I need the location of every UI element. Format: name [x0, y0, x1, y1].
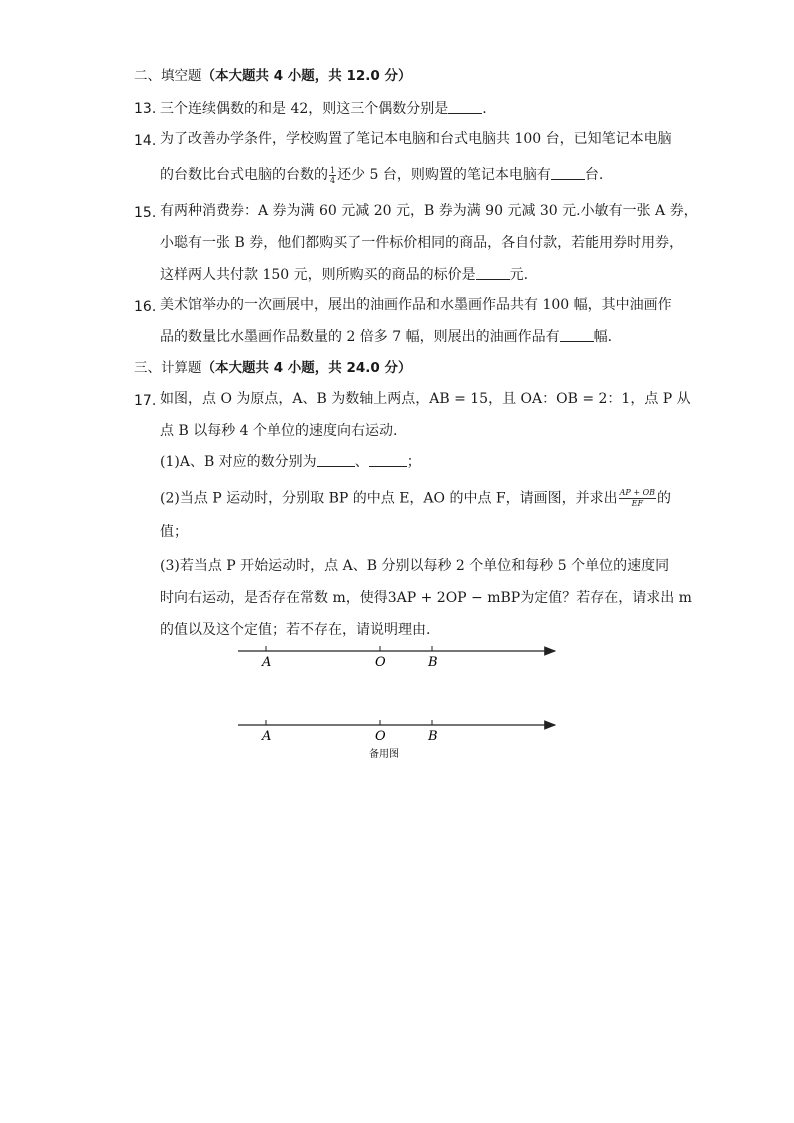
question-14-line2: 的台数比台式电脑的台数的 $\frac{1}{4}$ 还少 5 台，则购置的笔记本电脑有 台. — [160, 165, 604, 185]
label-b: B — [428, 729, 438, 744]
question-13: 三个连续偶数的和是 42，则这三个偶数分别是 . — [160, 101, 487, 117]
question-17-part3-line1: (3)若当点 P 开始运动时，点 A、B 分别以每秒 2 个单位和每秒 5 个单位的速度同 — [160, 558, 670, 574]
question-17-part1: (1)A、B 对应的数分别为 、 ； — [160, 454, 421, 470]
question-17-line2: 点 B 以每秒 4 个单位的速度向右运动. — [160, 423, 398, 439]
question-number: 15. — [134, 205, 157, 221]
label-a: A — [262, 655, 272, 670]
label-o: O — [375, 729, 386, 744]
question-15-line3: 这样两人共付款 150 元，则所购买的商品的标价是 元. — [160, 267, 529, 283]
question-number: 13. — [134, 101, 157, 117]
question-14-line1: 为了改善办学条件，学校购置了笔记本电脑和台式电脑共 100 台，已知笔记本电脑 — [160, 131, 672, 147]
question-number: 16. — [134, 299, 157, 315]
section-info: （本大题共 4 小题，共 12.0 分） — [201, 68, 412, 84]
question-15-line1: 有两种消费券：A 券为满 60 元减 20 元，B 券为满 90 元减 30 元.小敏有一张 A 券， — [160, 203, 698, 219]
question-17-part2: (2)当点 P 运动时，分别取 BP 的中点 E，AO 的中点 F，请画图，并求出 $\frac{AP + OB}{EF}$ 的 — [160, 488, 672, 508]
question-17-part2-cont: 值； — [160, 524, 188, 540]
question-17-part3-line2: 时向右运动，是否存在常数 m，使得3AP + 2OP − mBP为定值？若存在，请求出 m — [160, 590, 692, 606]
figure-caption: 备用图 — [369, 749, 399, 760]
question-number: 14. — [134, 133, 157, 149]
question-text: 三个连续偶数的和是 42，则这三个偶数分别是 — [160, 101, 449, 117]
fraction: $\frac{1}{4}$ — [330, 165, 336, 185]
question-16-line1: 美术馆举办的一次画展中，展出的油画作品和水墨画作品共有 100 幅，其中油画作 — [160, 297, 672, 313]
label-b: B — [428, 655, 438, 670]
label-a: A — [262, 729, 272, 744]
section-info: （本大题共 4 小题，共 24.0 分） — [201, 360, 412, 376]
question-17-line1: 如图，点 O 为原点，A、B 为数轴上两点，AB = 15，且 OA：OB = 2：1，点 P 从 — [160, 391, 691, 407]
question-17-part3-line3: 的值以及这个定值；若不存在，请说明理由. — [160, 622, 431, 638]
section-title: 三、计算题 — [134, 360, 202, 376]
question-15-line2: 小聪有一张 B 券，他们都购买了一件标价相同的商品，各自付款，若能用券时用券， — [160, 235, 684, 251]
question-number: 17. — [134, 393, 157, 409]
question-16-line2: 品的数量比水墨画作品数量的 2 倍多 7 幅，则展出的油画作品有 幅. — [160, 329, 613, 345]
label-o: O — [375, 655, 386, 670]
section-title: 二、填空题 — [134, 68, 202, 84]
fraction: $\frac{AP + OB}{EF}$ — [619, 488, 656, 508]
